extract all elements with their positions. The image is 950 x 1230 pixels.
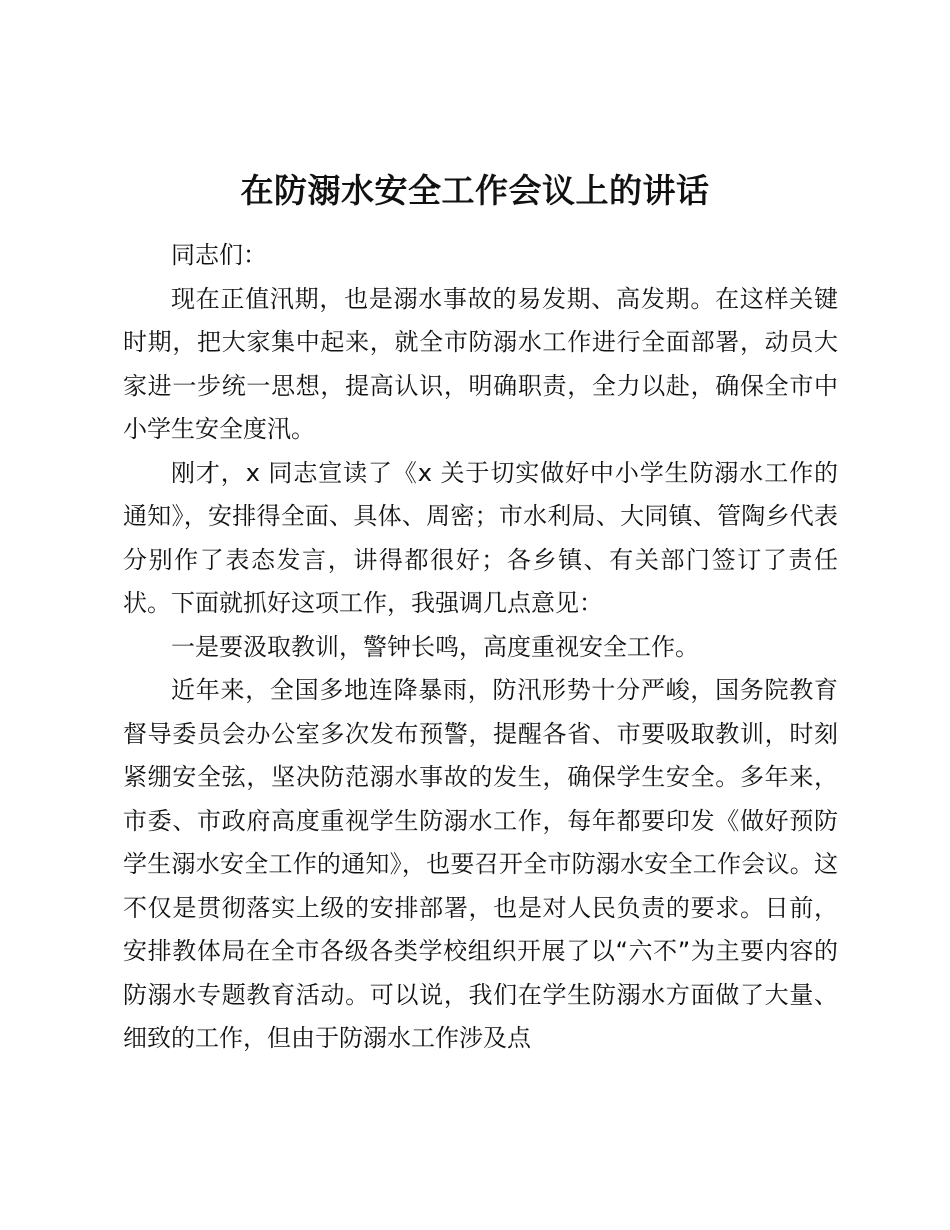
paragraph-context: 刚才，x 同志宣读了《x 关于切实做好中小学生防溺水工作的通知》，安排得全面、具体、周密；市水利局、大同镇、管陶乡代表分别作了表态发言，讲得都很好；各乡镇、有关部门签订了责任状。下面就抓好这项工作，我强调几点意见：	[123, 458, 838, 617]
salutation: 同志们：	[171, 241, 267, 269]
paragraph-intro: 现在正值汛期，也是溺水事故的易发期、高发期。在这样关键时期，把大家集中起来，就全市防溺水工作进行全面部署，动员大家进一步统一思想，提高认识，明确职责，全力以赴，确保全市中小学生安全度汛。	[123, 284, 838, 443]
document-title: 在防溺水安全工作会议上的讲话	[240, 171, 710, 210]
document-body	[123, 234, 838, 1061]
paragraph-section-1: 近年来，全国多地连降暴雨，防汛形势十分严峻，国务院教育督导委员会办公室多次发布预警，提醒各省、市要吸取教训，时刻紧绷安全弦，坚决防范溺水事故的发生，确保学生安全。多年来，市委、市政府高度重视学生防溺水工作，每年都要印发《做好预防学生溺水安全工作的通知》，也要召开全市防溺水安全工作会议。这不仅是贯彻落实上级的安排部署，也是对人民负责的要求。日前，安排教体局在全市各级各类学校组织开展了以“六不”为主要内容的防溺水专题教育活动。可以说，我们在学生防溺水方面做了大量、细致的工作，但由于防溺水工作涉及点	[123, 676, 838, 1052]
section-heading-1: 一是要汲取教训，警钟长鸣，高度重视安全工作。	[171, 632, 699, 661]
